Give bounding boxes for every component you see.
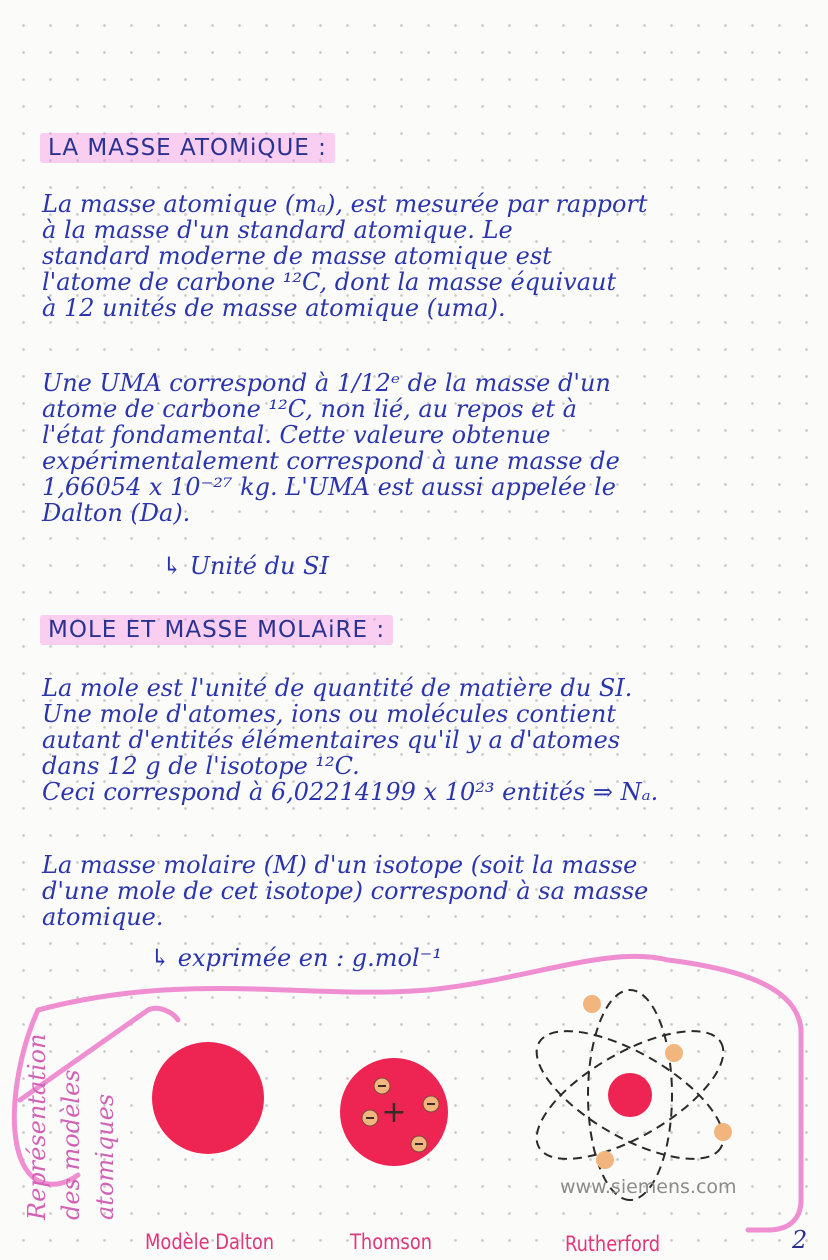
text-line: l'état fondamental. Cette valeure obtenue: [42, 421, 551, 449]
text-line: La masse molaire (M) d'un isotope (soit la masse: [42, 851, 638, 879]
watermark: www.siemens.com: [560, 1176, 737, 1198]
text-line: Une UMA correspond à 1/12ᵉ de la masse d'un: [42, 369, 611, 397]
section-heading-mole: MOLE ET MASSE MOLAiRE :: [40, 615, 393, 645]
page-number: 2: [792, 1226, 808, 1254]
text-line: Ceci correspond à 6,02214199 x 10²³ entités ⇒ Nₐ.: [42, 778, 659, 806]
text-line: 1,66054 x 10⁻²⁷ kg. L'UMA est aussi appelée le: [42, 473, 616, 501]
side-label-line: Représentation: [23, 1033, 51, 1220]
dalton-sphere: [152, 1042, 264, 1154]
text-line: La mole est l'unité de quantité de matière du SI.: [42, 674, 633, 702]
paragraph-mole: [42, 675, 812, 805]
note-unite-si: ↳ Unité du SI: [162, 552, 329, 580]
electron: [596, 1151, 614, 1169]
text-line: l'atome de carbone ¹²C, dont la masse équivaut: [42, 268, 617, 296]
electron: [583, 995, 601, 1013]
text-line: Dalton (Da).: [42, 499, 191, 527]
caption-dalton: Modèle Dalton: [145, 1230, 275, 1254]
text-line: autant d'entités élémentaires qu'il y a d'atomes: [42, 726, 621, 754]
side-label-line: atomiques: [91, 1093, 119, 1220]
models-side-label: [15, 1015, 145, 1235]
text-line: à la masse d'un standard atomique. Le: [42, 216, 513, 244]
text-line: à 12 unités de masse atomique (uma).: [42, 294, 506, 322]
text-line: atomique.: [42, 903, 164, 931]
side-label-line: des modèles: [57, 1069, 85, 1220]
paragraph-masse-atomique: [42, 191, 812, 321]
caption-rutherford: Rutherford: [565, 1232, 661, 1256]
caption-thomson: Thomson: [350, 1230, 433, 1254]
rutherford-nucleus: [608, 1073, 652, 1117]
note-unite-masse-molaire: ↳ exprimée en : g.mol⁻¹: [150, 944, 442, 972]
text-line: expérimentalement correspond à une masse de: [42, 447, 620, 475]
text-line: Une mole d'atomes, ions ou molécules contient: [42, 700, 616, 728]
text-line: standard moderne de masse atomique est: [42, 242, 552, 270]
positive-charge-symbol: +: [381, 1095, 407, 1130]
paragraph-uma: [42, 370, 812, 526]
text-line: d'une mole de cet isotope) correspond à sa masse: [42, 877, 649, 905]
text-line: dans 12 g de l'isotope ¹²C.: [42, 752, 360, 780]
paragraph-masse-molaire: [42, 852, 812, 930]
electron: [665, 1044, 683, 1062]
section-heading-masse-atomique: LA MASSE ATOMiQUE :: [40, 133, 335, 163]
electron: [714, 1123, 732, 1141]
text-line: La masse atomique (mₐ), est mesurée par rapport: [42, 190, 648, 218]
thomson-model: [340, 1058, 448, 1166]
text-line: atome de carbone ¹²C, non lié, au repos et à: [42, 395, 577, 423]
